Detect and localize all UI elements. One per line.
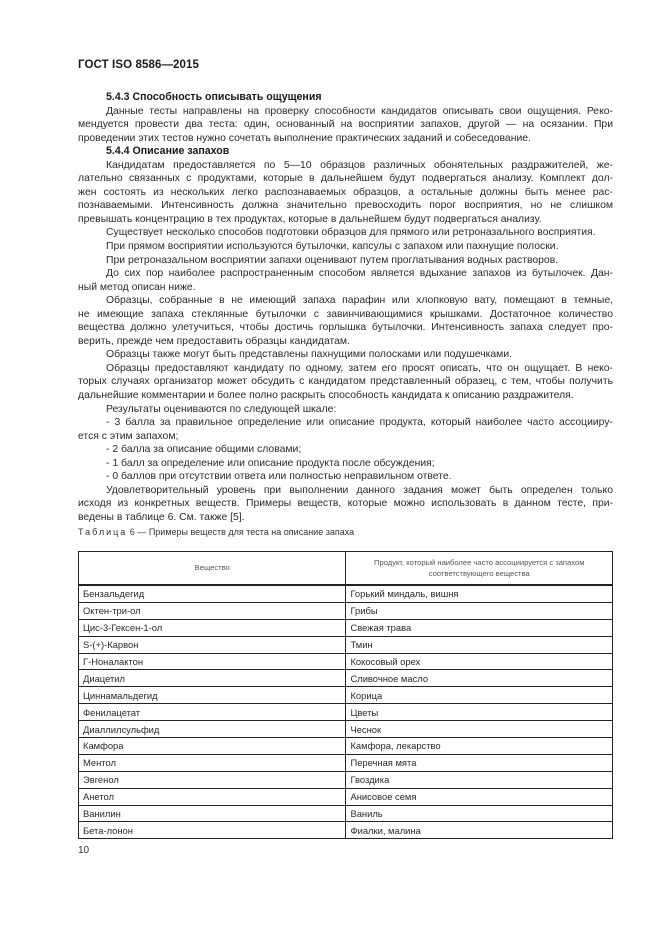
- paragraph-line: верить, прежде чем предоставить образцы кандидатам.: [78, 335, 350, 347]
- paragraph-line: торых случаях организатор может обсудить с кандидатом представленный образец, с тем, чтобы получить: [78, 376, 613, 388]
- table-row: [79, 805, 613, 822]
- paragraph-line: - 3 балла за правильное определение или описание продукта, который наиболее часто ассоцииру-: [106, 417, 613, 429]
- cell-product: Сливочное масло: [346, 670, 613, 687]
- section-heading: 5.4.3 Способность описывать ощущения: [106, 91, 322, 103]
- cell-product: Чеснок: [346, 721, 613, 738]
- cell-substance: S-(+)-Карвон: [79, 636, 346, 653]
- table-row: [79, 738, 613, 755]
- cell-substance: Диацетил: [79, 670, 346, 687]
- column-header-substance: Вещество: [79, 552, 346, 586]
- paragraph-line: Данные тесты направлены на проверку способности кандидатов описывать свои ощущения. Реко-: [106, 105, 613, 117]
- paragraph-line: - 0 баллов при отсутствии ответа или полностью неправильном ответе.: [106, 471, 452, 483]
- paragraph-line: мендуется провести два теста: один, основанный на восприятии запахов, другой — на осязании. При: [78, 119, 613, 131]
- paragraph-line: Результаты оцениваются по следующей шкале:: [106, 403, 337, 415]
- paragraph-line: Образцы предоставляют кандидату по одному, затем его просят описать, что он ощущает. В неко-: [106, 362, 613, 374]
- paragraph-line: - 2 балла за описание общими словами;: [106, 444, 302, 456]
- page-number: 10: [78, 845, 90, 856]
- cell-substance: Эвгенол: [79, 771, 346, 788]
- cell-substance: Диаллилсульфид: [79, 721, 346, 738]
- cell-product: Анисовое семя: [346, 788, 613, 805]
- cell-product: Горький миндаль, вишня: [346, 585, 613, 602]
- body-text: [78, 91, 613, 525]
- table-row: [79, 619, 613, 636]
- cell-substance: Ментол: [79, 754, 346, 771]
- cell-substance: Октен-три-ол: [79, 602, 346, 619]
- cell-substance: Бета-лонон: [79, 822, 346, 839]
- substances-table: [78, 551, 613, 839]
- table-caption-label: Таблица: [78, 527, 128, 537]
- cell-product: Свежая трава: [346, 619, 613, 636]
- cell-product: Перечная мята: [346, 754, 613, 771]
- paragraph-line: превышать концентрацию в тех продуктах, которые в дальнейшем будут подвергаться анализу.: [78, 213, 542, 225]
- table-row: [79, 670, 613, 687]
- paragraph-line: лательно связанных с продуктами, которые в дальнейшем будут подвергаться анализу. Комплект дол-: [78, 173, 613, 185]
- paragraph-line: Существует несколько способов подготовки образцов для прямого или ретроназального восприятия.: [106, 227, 596, 239]
- table-row: [79, 687, 613, 704]
- section-heading: 5.4.4 Описание запахов: [106, 145, 230, 158]
- table-row: [79, 822, 613, 839]
- cell-product: Ваниль: [346, 805, 613, 822]
- table-caption: [78, 527, 354, 537]
- paragraph-line: познаваемыми. Интенсивность должна значительно превосходить порог восприятия, но не слишком: [78, 200, 613, 212]
- cell-substance: Бензальдегид: [79, 585, 346, 602]
- table-row: [79, 636, 613, 653]
- cell-substance: Г-Ноналактон: [79, 653, 346, 670]
- document-header: ГОСТ ISO 8586—2015: [78, 59, 200, 71]
- cell-substance: Цис-3-Гексен-1-ол: [79, 619, 346, 636]
- paragraph-line: не имеющие запаха стеклянные бутылочки с завинчивающимися крышками. Достаточное количество: [78, 308, 613, 320]
- cell-product: Грибы: [346, 602, 613, 619]
- table-header-row: [79, 552, 613, 586]
- paragraph-line: исходя из конкретных веществ. Примеры веществ, которые можно использовать в данном тесте, при-: [78, 498, 613, 510]
- table-caption-number: 6 —: [127, 527, 149, 537]
- paragraph-line: ется с этим запахом;: [78, 430, 179, 442]
- cell-substance: Фенилацетат: [79, 704, 346, 721]
- paragraph-line: При ретроназальном восприятии запахи оценивают путем проглатывания водных растворов.: [106, 254, 559, 266]
- table-caption-title: Примеры веществ для теста на описание запаха: [148, 527, 355, 537]
- cell-substance: Ванилин: [79, 805, 346, 822]
- paragraph-line: дальнейшие комментарии и более полно раскрыть способность кандидата к описанию раздражителя.: [78, 390, 574, 402]
- cell-product: Цветы: [346, 704, 613, 721]
- cell-product: Гвоздика: [346, 771, 613, 788]
- paragraph-line: вещества должно улетучиться, чтобы достичь горлышка бутылочки. Интенсивность запаха следует про-: [78, 322, 613, 334]
- cell-product: Камфора, лекарство: [346, 738, 613, 755]
- cell-product: Корица: [346, 687, 613, 704]
- paragraph-line: Образцы также могут быть представлены пахнущими полосками или подушечками.: [106, 349, 513, 361]
- column-header-product: Продукт, который наиболее часто ассоциируется с запахом соответствующего вещества: [346, 552, 613, 586]
- paragraph-line: - 1 балл за определение или описание продукта после обсуждения;: [106, 457, 435, 469]
- cell-substance: Анетол: [79, 788, 346, 805]
- table-row: [79, 721, 613, 738]
- paragraph-line: До сих пор наиболее распространенным способом является вдыхание запахов из бутылочек. Дан-: [106, 268, 613, 280]
- cell-product: Кокосовый орех: [346, 653, 613, 670]
- paragraph-line: При прямом восприятии используются бутылочки, капсулы с запахом или пахнущие полоски.: [106, 241, 559, 253]
- paragraph-line: ведены в таблице 6. См. также [5].: [78, 511, 245, 523]
- paragraph-line: ный метод описан ниже.: [78, 281, 196, 293]
- table-row: [79, 771, 613, 788]
- table-row: [79, 754, 613, 771]
- paragraph-line: проведении этих тестов нужно сочетать выполнение практических заданий и собеседование.: [78, 132, 531, 144]
- table-row: [79, 704, 613, 721]
- cell-product: Фиалки, малина: [346, 822, 613, 839]
- cell-product: Тмин: [346, 636, 613, 653]
- paragraph-line: жен состоять из нескольких легко распознаваемых образцов, а остальные должны быть менее рас-: [78, 186, 613, 198]
- paragraph-line: Образцы, собранные в не имеющий запаха парафин или хлопковую вату, помещают в темные,: [106, 295, 613, 307]
- cell-substance: Камфора: [79, 738, 346, 755]
- paragraph-line: Кандидатам предоставляется по 5—10 образцов различных обонятельных раздражителей, же-: [106, 159, 613, 171]
- table-row: [79, 585, 613, 602]
- paragraph-line: Удовлетворительный уровень при выполнении данного задания может быть определен только: [106, 484, 613, 496]
- cell-substance: Циннамальдегид: [79, 687, 346, 704]
- table-row: [79, 653, 613, 670]
- table-row: [79, 602, 613, 619]
- table-row: [79, 788, 613, 805]
